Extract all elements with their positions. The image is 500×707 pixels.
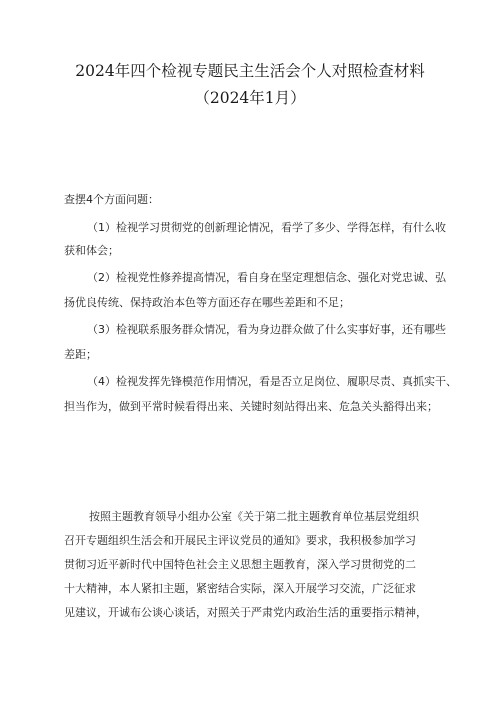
outline-item-3-line-1: （3）检视联系服务群众情况，看为身边群众做了什么实事好事，还有哪些: [87, 323, 446, 336]
outline-item-1-line-2: 获和体会；: [64, 244, 119, 257]
document-date: （2024年1月）: [194, 89, 306, 107]
document-title: 2024年四个检视专题民主生活会个人对照检查材料: [75, 62, 425, 80]
outline-intro: 查摆4个方面问题：: [64, 193, 159, 206]
outline-item-1-line-1: （1）检视学习贯彻党的创新理论情况，看学了多少、学得怎样，有什么收: [87, 221, 446, 234]
body-line-2: 召开专题组织生活会和开展民主评议党员的通知》要求，我积极参加学习: [64, 534, 416, 547]
outline-item-4-line-1: （4）检视发挥先锋模范作用情况，看是否立足岗位、履职尽责、真抓实干、: [87, 375, 457, 388]
outline-item-3-line-2: 差距；: [64, 348, 97, 361]
outline-item-2-line-1: （2）检视党性修养提高情况，看自身在坚定理想信念、强化对党忠诚、弘: [87, 271, 446, 284]
body-line-3: 贯彻习近平新时代中国特色社会主义思想主题教育，深入学习贯彻党的二: [64, 558, 416, 571]
outline-item-2-line-2: 扬优良传统、保持政治本色等方面还存在哪些差距和不足；: [64, 296, 350, 309]
body-line-4: 十大精神，本人紧扣主题，紧密结合实际，深入开展学习交流，广泛征求: [64, 582, 416, 595]
outline-item-4-line-2: 担当作为，做到平常时候看得出来、关键时刻站得出来、危急关头豁得出来；: [64, 400, 438, 413]
body-line-5: 见建议，开诚布公谈心谈话，对照关于严肃党内政治生活的重要指示精神，: [64, 606, 427, 619]
body-line-1: 按照主题教育领导小组办公室《关于第二批主题教育单位基层党组织: [89, 510, 419, 523]
